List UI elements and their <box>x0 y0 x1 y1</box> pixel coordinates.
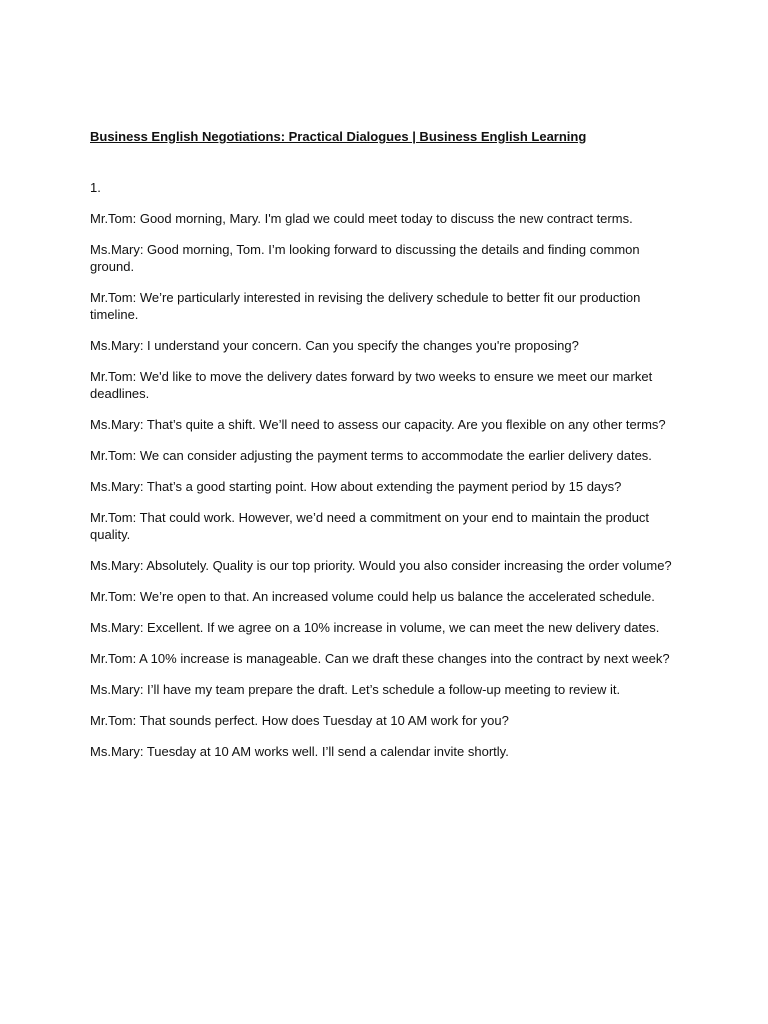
document-title: Business English Negotiations: Practical Dialogues | Business English Learning <box>90 129 587 144</box>
dialogue-line: Ms.Mary: Good morning, Tom. I’m looking forward to discussing the details and finding common ground. <box>90 242 640 274</box>
dialogue-line: Mr.Tom: A 10% increase is manageable. Can we draft these changes into the contract by next week? <box>90 651 670 666</box>
dialogue-line: Mr.Tom: That could work. However, we’d need a commitment on your end to maintain the product quality. <box>90 510 650 542</box>
dialogue-line: Mr.Tom: That sounds perfect. How does Tuesday at 10 AM work for you? <box>90 713 509 728</box>
dialogue-line: Ms.Mary: That’s quite a shift. We’ll need to assess our capacity. Are you flexible on any other terms? <box>90 417 666 432</box>
dialogue-line: Mr.Tom: We can consider adjusting the payment terms to accommodate the earlier delivery dates. <box>90 448 652 463</box>
section-number: 1. <box>90 180 101 195</box>
dialogue-line: Mr.Tom: We'd like to move the delivery dates forward by two weeks to ensure we meet our market deadlines. <box>90 369 653 401</box>
dialogue-line: Mr.Tom: Good morning, Mary. I'm glad we could meet today to discuss the new contract terms. <box>90 211 633 226</box>
dialogue-line: Ms.Mary: Excellent. If we agree on a 10% increase in volume, we can meet the new delivery dates. <box>90 620 660 635</box>
dialogue-list <box>90 210 680 760</box>
dialogue-line: Mr.Tom: We’re open to that. An increased volume could help us balance the accelerated schedule. <box>90 589 655 604</box>
dialogue-line: Ms.Mary: Tuesday at 10 AM works well. I’ll send a calendar invite shortly. <box>90 744 509 759</box>
dialogue-line: Ms.Mary: I’ll have my team prepare the draft. Let’s schedule a follow-up meeting to review it. <box>90 682 621 697</box>
dialogue-line: Ms.Mary: That’s a good starting point. How about extending the payment period by 15 days? <box>90 479 622 494</box>
dialogue-line: Ms.Mary: Absolutely. Quality is our top priority. Would you also consider increasing the order volume? <box>90 558 672 573</box>
dialogue-line: Ms.Mary: I understand your concern. Can you specify the changes you're proposing? <box>90 338 579 353</box>
dialogue-line: Mr.Tom: We’re particularly interested in revising the delivery schedule to better fit our production timeline. <box>90 290 641 322</box>
